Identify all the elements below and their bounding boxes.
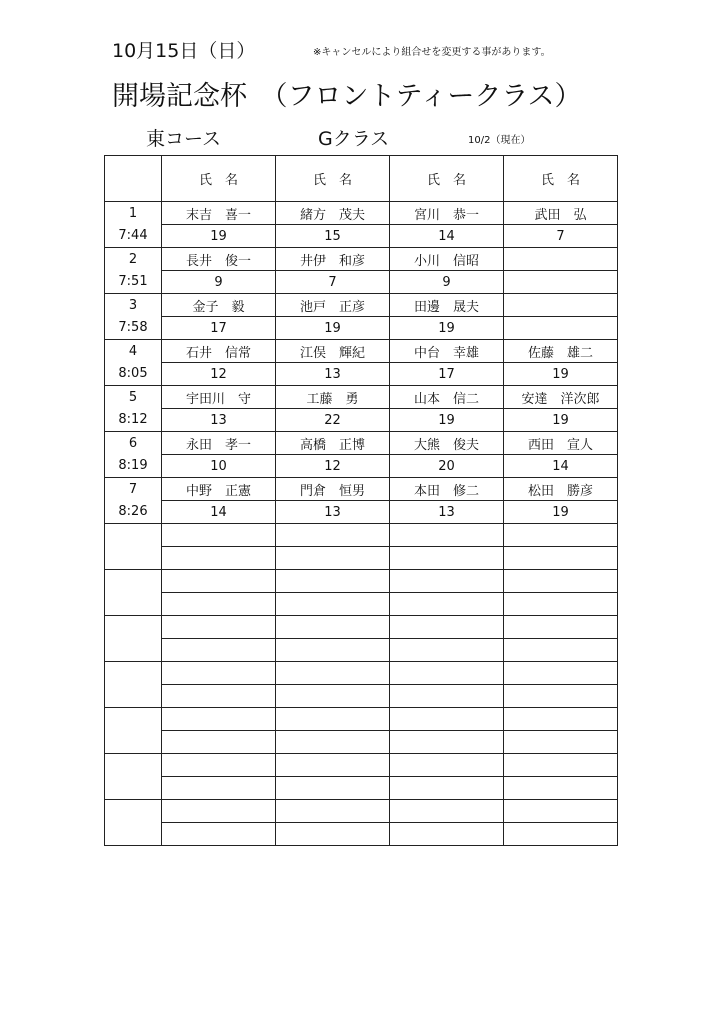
empty-group-row: [105, 777, 618, 800]
pairing-body: [105, 202, 618, 846]
empty-cell: [390, 823, 504, 846]
player-handicap: 19: [276, 317, 390, 340]
empty-group-row: [105, 547, 618, 570]
empty-group-row: [105, 570, 618, 593]
empty-cell: [390, 685, 504, 708]
empty-cell: [162, 662, 276, 685]
player-name: 池戸 正彦: [276, 294, 390, 317]
player-name: 長井 俊一: [162, 248, 276, 271]
empty-cell: [504, 731, 618, 754]
empty-cell: [390, 800, 504, 823]
empty-cell: [504, 570, 618, 593]
empty-cell: [276, 639, 390, 662]
player-name: 高橋 正博: [276, 432, 390, 455]
empty-cell: [276, 662, 390, 685]
player-name: 松田 勝彦: [504, 478, 618, 501]
empty-cell: [162, 639, 276, 662]
group-number: 2: [105, 248, 162, 271]
empty-cell: [105, 662, 162, 685]
empty-cell: [390, 570, 504, 593]
empty-cell: [276, 800, 390, 823]
empty-cell: [105, 593, 162, 616]
group-handicap-row: [105, 501, 618, 524]
empty-cell: [162, 754, 276, 777]
tee-time: 7:51: [105, 271, 162, 294]
empty-cell: [390, 593, 504, 616]
player-name: 宮川 恭一: [390, 202, 504, 225]
player-name: 宇田川 守: [162, 386, 276, 409]
empty-cell: [162, 524, 276, 547]
player-name: 工藤 勇: [276, 386, 390, 409]
empty-cell: [105, 731, 162, 754]
column-header: 氏 名: [390, 156, 504, 202]
column-header: 氏 名: [162, 156, 276, 202]
empty-cell: [276, 685, 390, 708]
player-name: 武田 弘: [504, 202, 618, 225]
empty-cell: [390, 731, 504, 754]
player-name: 佐藤 雄二: [504, 340, 618, 363]
empty-group-row: [105, 662, 618, 685]
player-name: 門倉 恒男: [276, 478, 390, 501]
player-handicap: 10: [162, 455, 276, 478]
group-handicap-row: [105, 409, 618, 432]
group-handicap-row: [105, 455, 618, 478]
empty-cell: [162, 570, 276, 593]
player-name: 西田 宣人: [504, 432, 618, 455]
class-name: Gクラス: [318, 128, 390, 150]
tee-time: 8:26: [105, 501, 162, 524]
player-handicap: 19: [390, 409, 504, 432]
empty-group-row: [105, 708, 618, 731]
column-header: 氏 名: [504, 156, 618, 202]
tee-time: 7:58: [105, 317, 162, 340]
player-name: 安達 洋次郎: [504, 386, 618, 409]
player-name: 田邊 晟夫: [390, 294, 504, 317]
empty-cell: [390, 662, 504, 685]
group-handicap-row: [105, 317, 618, 340]
empty-cell: [105, 547, 162, 570]
player-handicap: 13: [276, 363, 390, 386]
player-handicap: 15: [276, 225, 390, 248]
empty-cell: [390, 616, 504, 639]
empty-group-row: [105, 593, 618, 616]
empty-cell: [504, 777, 618, 800]
empty-cell: [504, 616, 618, 639]
group-name-row: [105, 248, 618, 271]
empty-cell: [162, 685, 276, 708]
group-number: 5: [105, 386, 162, 409]
player-name: 江俣 輝紀: [276, 340, 390, 363]
group-number: 1: [105, 202, 162, 225]
empty-cell: [276, 777, 390, 800]
player-name: 大熊 俊夫: [390, 432, 504, 455]
player-handicap: 13: [162, 409, 276, 432]
empty-cell: [276, 547, 390, 570]
empty-cell: [162, 547, 276, 570]
empty-cell: [162, 823, 276, 846]
player-handicap: [504, 271, 618, 294]
empty-cell: [105, 524, 162, 547]
cancellation-notice: ※キャンセルにより組合せを変更する事があります。: [313, 47, 551, 58]
empty-cell: [504, 800, 618, 823]
column-header: 氏 名: [276, 156, 390, 202]
group-handicap-row: [105, 363, 618, 386]
group-number: 3: [105, 294, 162, 317]
course-name: 東コース: [146, 128, 222, 150]
empty-cell: [390, 524, 504, 547]
group-number: 4: [105, 340, 162, 363]
empty-cell: [504, 524, 618, 547]
empty-cell: [276, 731, 390, 754]
player-handicap: 9: [390, 271, 504, 294]
empty-cell: [276, 524, 390, 547]
player-handicap: 19: [162, 225, 276, 248]
event-date: 10月15日（日）: [112, 40, 256, 62]
empty-group-row: [105, 800, 618, 823]
tee-time: 8:05: [105, 363, 162, 386]
group-name-row: [105, 294, 618, 317]
player-name: 金子 毅: [162, 294, 276, 317]
player-name: [504, 294, 618, 317]
player-handicap: 7: [276, 271, 390, 294]
empty-cell: [390, 777, 504, 800]
empty-cell: [504, 593, 618, 616]
empty-cell: [162, 731, 276, 754]
empty-cell: [162, 616, 276, 639]
empty-cell: [105, 708, 162, 731]
player-handicap: 19: [504, 363, 618, 386]
player-handicap: 14: [162, 501, 276, 524]
player-handicap: 13: [390, 501, 504, 524]
empty-cell: [162, 777, 276, 800]
player-name: 石井 信常: [162, 340, 276, 363]
empty-cell: [105, 754, 162, 777]
empty-cell: [276, 708, 390, 731]
empty-group-row: [105, 616, 618, 639]
empty-cell: [390, 708, 504, 731]
pairing-table: [104, 155, 618, 846]
empty-cell: [504, 639, 618, 662]
player-name: 井伊 和彦: [276, 248, 390, 271]
player-name: 小川 信昭: [390, 248, 504, 271]
empty-cell: [105, 823, 162, 846]
empty-cell: [105, 777, 162, 800]
empty-cell: [390, 754, 504, 777]
player-handicap: 20: [390, 455, 504, 478]
header-row: [105, 156, 618, 202]
player-handicap: [504, 317, 618, 340]
page-title: 開場記念杯 （フロントティークラス）: [112, 81, 582, 112]
empty-cell: [105, 639, 162, 662]
player-name: 末吉 喜一: [162, 202, 276, 225]
player-handicap: 14: [504, 455, 618, 478]
group-name-row: [105, 340, 618, 363]
player-handicap: 22: [276, 409, 390, 432]
tee-time: 8:12: [105, 409, 162, 432]
empty-cell: [390, 547, 504, 570]
empty-cell: [162, 708, 276, 731]
empty-cell: [105, 570, 162, 593]
player-handicap: 13: [276, 501, 390, 524]
group-name-row: [105, 478, 618, 501]
empty-cell: [105, 685, 162, 708]
group-name-row: [105, 386, 618, 409]
header-corner: [105, 156, 162, 202]
empty-cell: [504, 754, 618, 777]
player-handicap: 14: [390, 225, 504, 248]
empty-cell: [276, 754, 390, 777]
group-name-row: [105, 432, 618, 455]
player-name: [504, 248, 618, 271]
player-handicap: 12: [162, 363, 276, 386]
player-handicap: 19: [504, 409, 618, 432]
tee-time: 7:44: [105, 225, 162, 248]
empty-cell: [276, 593, 390, 616]
empty-cell: [504, 685, 618, 708]
player-name: 中野 正憲: [162, 478, 276, 501]
player-handicap: 19: [504, 501, 618, 524]
empty-group-row: [105, 685, 618, 708]
empty-cell: [162, 593, 276, 616]
player-name: 本田 修二: [390, 478, 504, 501]
as-of-date: 10/2（現在）: [468, 135, 531, 146]
empty-cell: [504, 823, 618, 846]
empty-group-row: [105, 524, 618, 547]
player-name: 緒方 茂夫: [276, 202, 390, 225]
group-number: 7: [105, 478, 162, 501]
empty-cell: [276, 616, 390, 639]
player-handicap: 17: [390, 363, 504, 386]
group-handicap-row: [105, 271, 618, 294]
empty-group-row: [105, 754, 618, 777]
empty-cell: [276, 570, 390, 593]
group-handicap-row: [105, 225, 618, 248]
player-handicap: 12: [276, 455, 390, 478]
empty-cell: [504, 662, 618, 685]
empty-cell: [390, 639, 504, 662]
empty-cell: [504, 547, 618, 570]
empty-group-row: [105, 823, 618, 846]
group-name-row: [105, 202, 618, 225]
player-name: 中台 幸雄: [390, 340, 504, 363]
tee-time: 8:19: [105, 455, 162, 478]
empty-cell: [162, 800, 276, 823]
empty-cell: [504, 708, 618, 731]
empty-cell: [105, 800, 162, 823]
group-number: 6: [105, 432, 162, 455]
empty-cell: [276, 823, 390, 846]
player-name: 山本 信二: [390, 386, 504, 409]
player-handicap: 7: [504, 225, 618, 248]
player-handicap: 17: [162, 317, 276, 340]
empty-group-row: [105, 731, 618, 754]
player-name: 永田 孝一: [162, 432, 276, 455]
player-handicap: 9: [162, 271, 276, 294]
empty-group-row: [105, 639, 618, 662]
player-handicap: 19: [390, 317, 504, 340]
empty-cell: [105, 616, 162, 639]
